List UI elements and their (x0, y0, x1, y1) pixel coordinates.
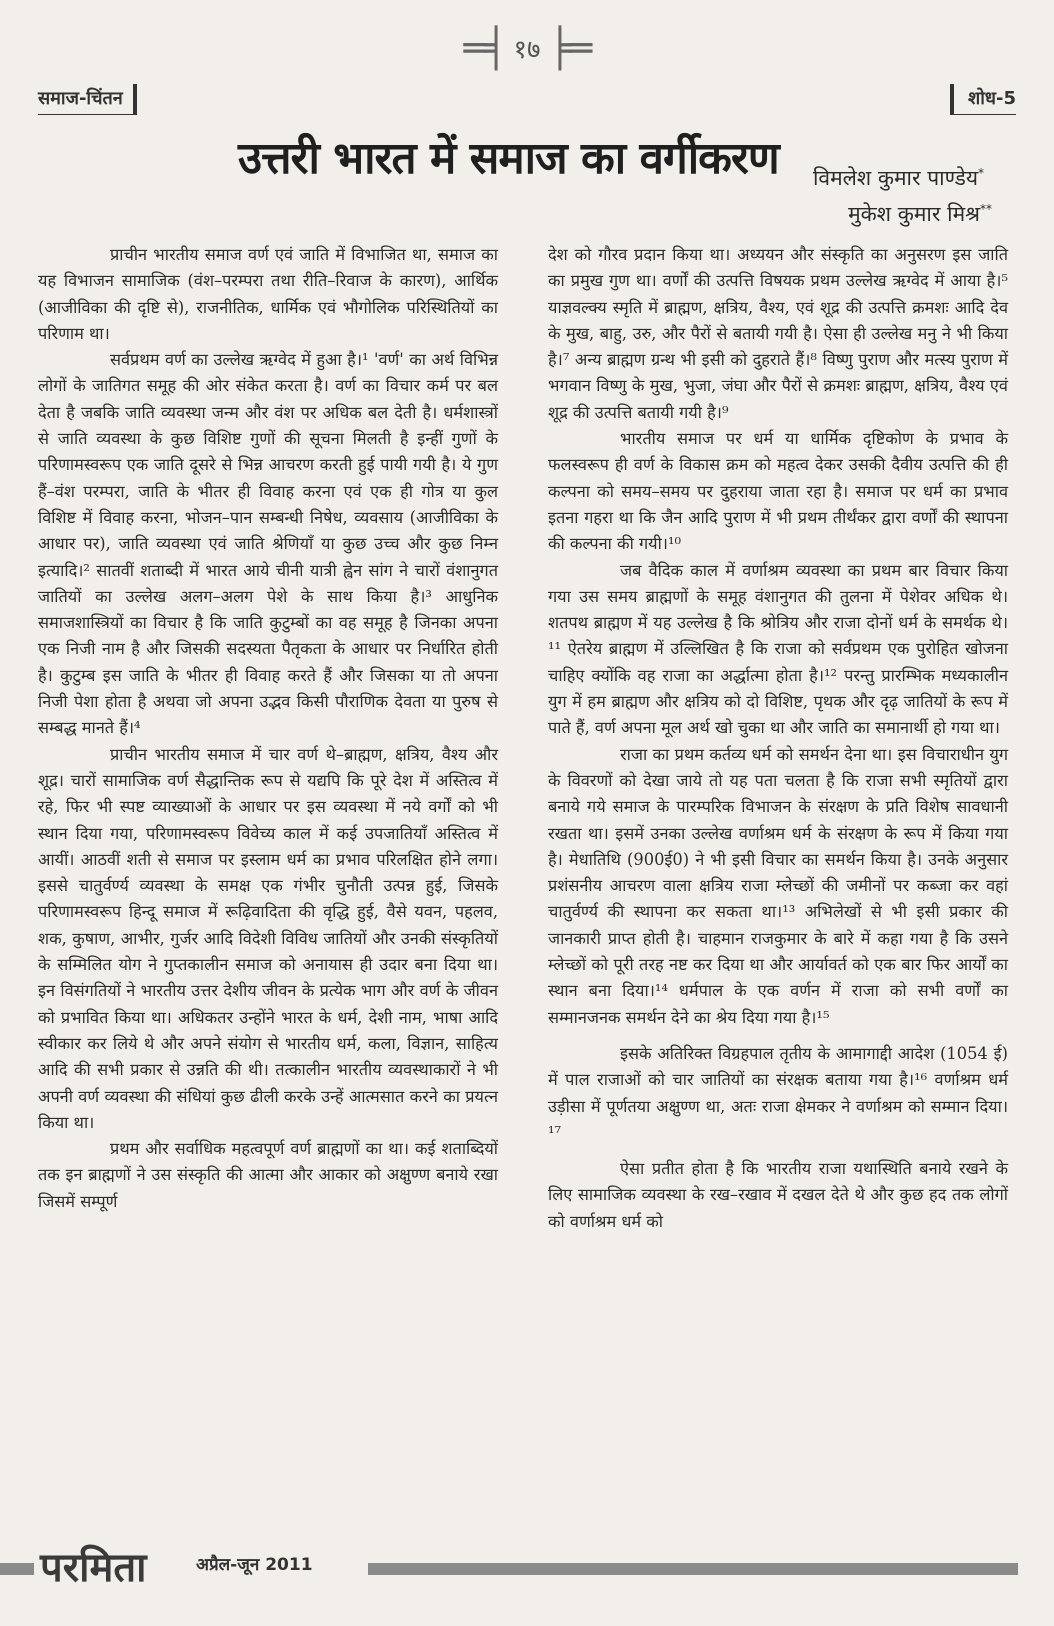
footer-rule-left (0, 1563, 34, 1575)
ornament-left-icon: ═╡ (463, 26, 506, 70)
paragraph: भारतीय समाज पर धर्म या धार्मिक दृष्टिकोण के प्रभाव के फलस्वरूप ही वर्ण के विकास क्रम को महत्व देकर उसकी दैवीय उत्पत्ति की ही कल्पना को समय–समय पर दुहराया जाता रहा है। समाज पर धर्म का प्रभाव इतना गहरा था कि जैन आदि पुराण में भी प्रथम तीर्थंकर द्वारा वर्णों की स्थापना की कल्पना की गयी।¹⁰ (548, 429, 1008, 554)
right-column (548, 242, 1008, 1235)
paragraph: प्राचीन भारतीय समाज में चार वर्ण थे–ब्राह्मण, क्षत्रिय, वैश्य और शूद्र। चारों सामाजिक वर्ण सैद्धान्तिक रूप से यद्यपि कि पूरे देश में अस्तित्व में रहे, फिर भी स्पष्ट व्याख्याओं के आधार पर इस व्यवस्था में नये वर्गों को भी स्थान दिया गया, परिणामस्वरूप विवेच्य काल में कई उपजातियाँ अस्तित्व में आयीं। आठवीं शती से समाज पर इस्लाम धर्म का प्रभाव परिलक्षित होने लगा। इससे चातुर्वर्ण्य व्यवस्था के समक्ष एक गंभीर चुनौती उत्पन्न हुई, जिसके परिणामस्वरूप हिन्दू समाज में रूढ़िवादिता की वृद्धि हुई, वैसे यवन, पहलव, शक, कुषाण, आभीर, गुर्जर आदि विदेशी विविध जातियों और उनकी संस्कृतियों के सम्मिलित योग ने गुप्तकालीन समाज को अनायास ही उदार बना दिया था। इन विसंगतियों ने भारतीय उत्तर देशीय जीवन के प्रत्येक भाग और वर्ण के जीवन को प्रभावित किया था। अधिकतर उन्होंने भारत के धर्म, देशी नाम, भाषा आदि स्वीकार कर लिये थे और अपने संयोग से भारतीय धर्म, कला, विज्ञान, साहित्य आदि की सभी प्रकार से उन्नति की थी। तत्कालीन भारतीय व्यवस्थाकारों ने भी अपनी वर्ण व्यवस्था की संधियां कुछ ढीली करके उन्हें आत्मसात करने का प्रयत्न किया था। (38, 744, 498, 1132)
author-1-mark: * (978, 166, 984, 180)
ornament-right-icon: ╞═ (548, 26, 591, 70)
author-1 (813, 164, 984, 192)
page-number-text: १७ (513, 35, 541, 65)
author-2-name: मुकेश कुमार मिश्र (848, 202, 980, 226)
journal-logo: परमिता (40, 1545, 147, 1591)
author-2-mark: ** (980, 202, 992, 216)
author-1-name: विमलेश कुमार पाण्डेय (812, 166, 978, 190)
section-label-left: समाज-चिंतन (38, 84, 137, 115)
paragraph: प्रथम और सर्वाधिक महत्वपूर्ण वर्ण ब्राह्मणों का था। कई शताब्दियों तक इन ब्राह्मणों ने उस संस्कृति की आत्मा और आकार को अक्षुण्ण बनाये रखा जिसमें सम्पूर्ण (38, 1139, 498, 1211)
author-2 (848, 200, 992, 228)
footer-rule-right (368, 1563, 1018, 1575)
paragraph: देश को गौरव प्रदान किया था। अध्ययन और संस्कृति का अनुसरण इस जाति का प्रमुख गुण था। वर्णों की उत्पत्ति विषयक प्रथम उल्लेख ऋग्वेद में आया है।⁵ याज्ञवल्क्य स्मृति में ब्राह्मण, क्षत्रिय, वैश्य, एवं शूद्र की उत्पत्ति क्रमशः आदि देव के मुख, बाहु, उरु, और पैरों से बतायी गयी है। ऐसा ही उल्लेख मनु ने भी किया है।⁷ अन्य ब्राह्मण ग्रन्थ भी इसी को दुहराते हैं।⁸ विष्णु पुराण और मत्स्य पुराण में भगवान विष्णु के मुख, भुजा, जंघा और पैरों से क्रमशः ब्राह्मण, क्षत्रिय, वैश्य एवं शूद्र की उत्पत्ति बतायी गयी है।⁹ (548, 245, 1008, 422)
issue-date: अप्रैल-जून 2011 (196, 1555, 313, 1575)
page-footer (0, 1538, 1054, 1598)
paragraph: प्राचीन भारतीय समाज वर्ण एवं जाति में विभाजित था, समाज का यह विभाजन सामाजिक (वंश–परम्परा तथा रीति–रिवाज के कारण), आर्थिक (आजीविका की दृष्टि से), राजनीतिक, धार्मिक एवं भौगोलिक परिस्थितियों का परिणाम था। (38, 245, 498, 343)
paragraph: सर्वप्रथम वर्ण का उल्लेख ऋग्वेद में हुआ है।¹ 'वर्ण' का अर्थ विभिन्न लोगों के जातिगत समूह की ओर संकेत करता है। वर्ण का विचार कर्म पर बल देता है जबकि जाति व्यवस्था जन्म और वंश पर अधिक बल देती है। धर्मशास्त्रों से जाति व्यवस्था के कुछ विशिष्ट गुणों की सूचना मिलती है इन्हीं गुणों के परिणामस्वरूप एक जाति दूसरे से भिन्न आचरण करती हुई पायी गयी है। ये गुण हैं–वंश परम्परा, जाति के भीतर ही विवाह करना एवं एक ही गोत्र या कुल विशिष्ट में विवाह करना, भोजन–पान सम्बन्धी निषेध, व्यवसाय (आजीविका के आधार पर), जाति व्यवस्था एवं जाति श्रेणियाँ या कुछ उच्च और कुछ निम्न इत्यादि।² सातवीं शताब्दी में भारत आये चीनी यात्री ह्वेन सांग ने चारों वंशानुगत जातियों का उल्लेख अलग–अलग पेशे के साथ किया है।³ आधुनिक समाजशास्त्रियों का विचार है कि जाति कुटुम्बों का वह समूह है जिनका अपना एक निजी नाम है और जिसकी सदस्यता पैतृकता के आधार पर निर्धारित होती है। कुटुम्ब इस जाति के भीतर ही विवाह करते हैं और जिसका या तो अपना निजी पेशा होता है अथवा जो अपना उद्भव किसी पौराणिक देवता या पुरुष से सम्बद्ध मानते हैं।⁴ (38, 350, 498, 738)
page-number (0, 26, 1054, 70)
paragraph: जब वैदिक काल में वर्णाश्रम व्यवस्था का प्रथम बार विचार किया गया उस समय ब्राह्मणों के समूह वंशानुगत की तुलना में पेशेवर अधिक थे। शतपथ ब्राह्मण में यह उल्लेख है कि श्रोत्रिय और राजा दोनों धर्म के समर्थक थे।¹¹ ऐतरेय ब्राह्मण में उल्लिखित है कि राजा को सर्वप्रथम एक पुरोहित खोजना चाहिए क्योंकि वह राजा का अर्द्धात्मा होता है।¹² परन्तु प्रारम्भिक मध्यकालीन युग में हम ब्राह्मण और क्षत्रिय को दो विशिष्ट, पृथक और दृढ़ जातियों के रूप में पाते हैं, वर्ण अपना मूल अर्थ खो चुका था और जाति का समानार्थी हो गया था। (548, 560, 1008, 738)
section-label-right: शोध-5 (950, 84, 1016, 115)
left-column (38, 242, 498, 1215)
paragraph: राजा का प्रथम कर्तव्य धर्म को समर्थन देना था। इस विचाराधीन युग के विवरणों को देखा जाये तो यह पता चलता है कि राजा सभी स्मृतियों द्वारा बनाये गये समाज के पारम्परिक विभाजन के संरक्षण के प्रति विशेष सावधानी रखता था। इसमें उनका उल्लेख वर्णाश्रम धर्म के संरक्षण के रूप में किया गया है। मेधातिथि (900ई0) ने भी इसी विचार का समर्थन किया है। उनके अनुसार प्रशंसनीय आचरण वाला क्षत्रिय राजा म्लेच्छों की जमीनों पर कब्जा कर वहां चातुर्वर्ण्य की स्थापना कर सकता था।¹³ अभिलेखों से भी इसी प्रकार की जानकारी प्राप्त होती है। चाहमान राजकुमार के बारे में कहा गया है कि उसने म्लेच्छों को पूरी तरह नष्ट कर दिया था और आर्यावर्त को एक बार फिर आर्यों का स्थान बना दिया।¹⁴ धर्मपाल के एक वर्णन में राजा को सभी वर्णों का सम्मानजनक समर्थन देने का श्रेय दिया गया है।¹⁵ (548, 744, 1008, 1027)
paragraph: ऐसा प्रतीत होता है कि भारतीय राजा यथास्थिति बनाये रखने के लिए सामाजिक व्यवस्था के रख–रखाव में दखल देते थे और कुछ हद तक लोगों को वर्णाश्रम धर्म को (548, 1159, 1008, 1231)
paragraph: इसके अतिरिक्त विग्रहपाल तृतीय के आमागाद्दी आदेश (1054 ई) में पाल राजाओं को चार जातियों का संरक्षक बताया गया है।¹⁶ वर्णाश्रम धर्म उड़ीसा में पूर्णतया अक्षुण्ण था, अतः राजा क्षेमकर ने वर्णाश्रम को सम्मान दिया।¹⁷ (548, 1043, 1008, 1142)
article-title: उत्तरी भारत में समाज का वर्गीकरण (238, 133, 779, 184)
